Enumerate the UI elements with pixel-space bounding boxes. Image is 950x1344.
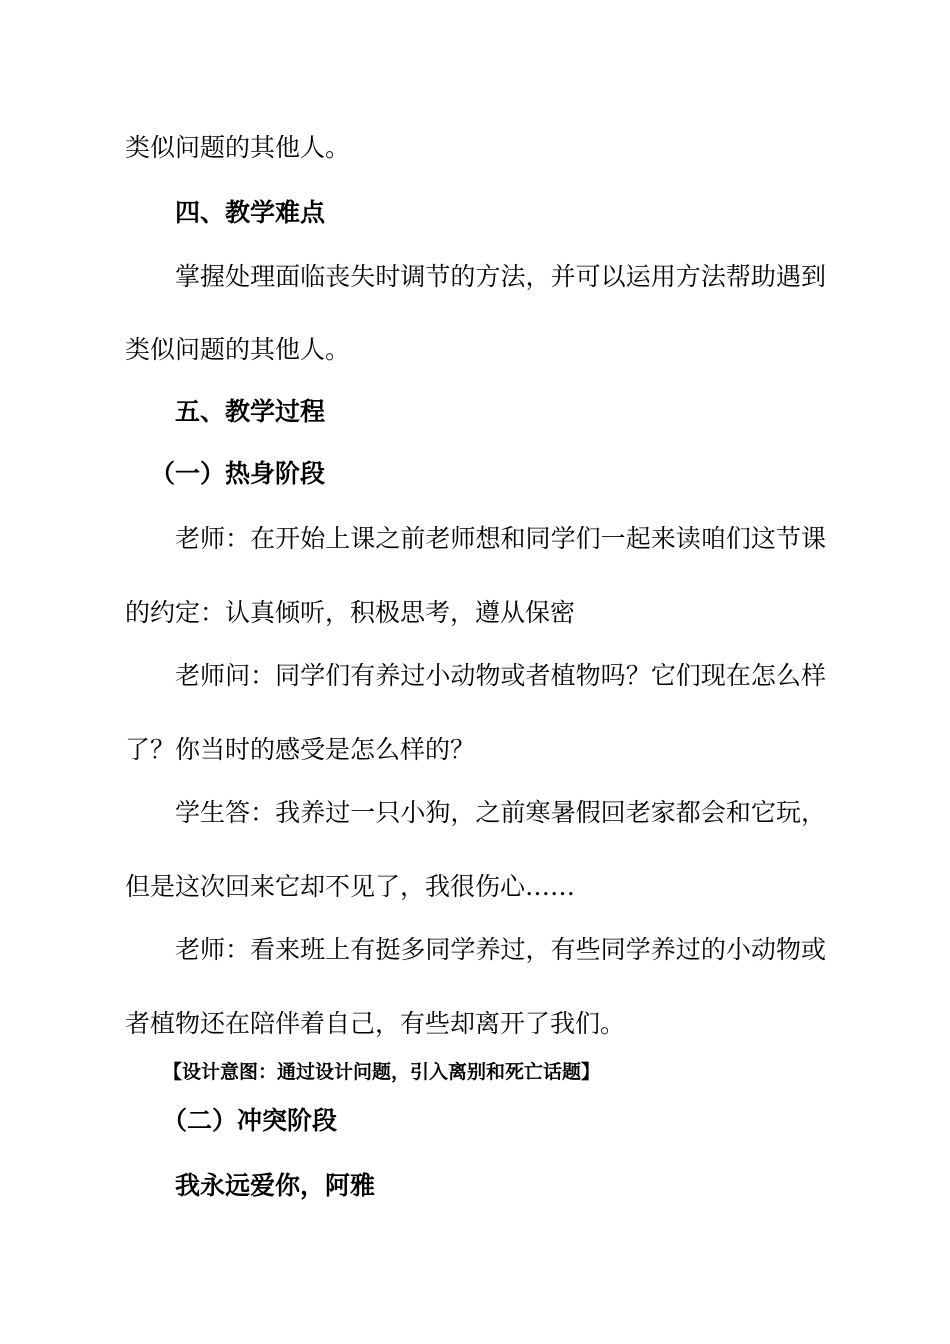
body-text-line: 学生答：我养过一只小狗，之前寒暑假回老家都会和它玩， [175,798,826,827]
body-text-line: 了？你当时的感受是怎么样的？ [125,735,476,764]
body-text-line: 类似问题的其他人。 [125,133,351,162]
body-text-line: 老师：看来班上有挺多同学养过，有些同学养过的小动物或 [175,935,826,964]
body-text-line: 老师：在开始上课之前老师想和同学们一起来读咱们这节课 [175,524,826,553]
body-text-line: 老师问：同学们有养过小动物或者植物吗？它们现在怎么样 [175,661,826,690]
body-text-line: 类似问题的其他人。 [125,335,351,364]
story-title: 我永远爱你，阿雅 [175,1171,376,1200]
body-text-line: 者植物还在陪伴着自己，有些却离开了我们。 [125,1009,626,1038]
section-heading-difficulty: 四、教学难点 [175,198,326,227]
section-heading-process: 五、教学过程 [175,397,326,426]
body-text-line: 但是这次回来它却不见了，我很伤心…… [125,872,576,901]
body-text-line: 的约定：认真倾听，积极思考，遵从保密 [125,598,576,627]
body-text-line: 掌握处理面临丧失时调节的方法，并可以运用方法帮助遇到 [175,262,826,291]
subheading-warmup: （一）热身阶段 [150,459,326,488]
subheading-conflict: （二）冲突阶段 [162,1106,338,1135]
design-intent-note: 【设计意图：通过设计问题，引入离别和死亡话题】 [163,1061,601,1083]
